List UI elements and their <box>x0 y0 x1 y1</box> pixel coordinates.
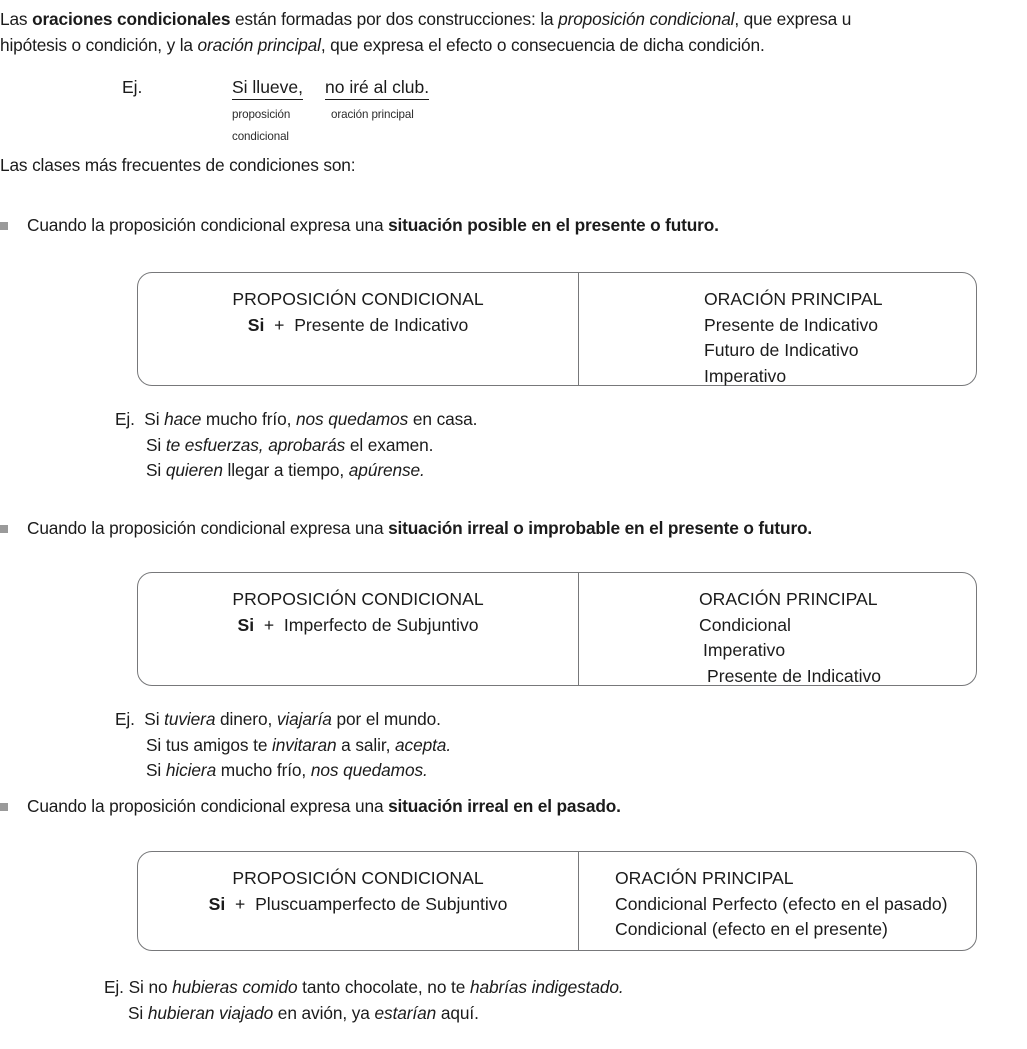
ex2l1i1: tuviera <box>164 709 216 729</box>
example-2-line-1 <box>115 707 451 733</box>
table-3-right-line-1: Condicional Perfecto (efecto en el pasado) <box>615 893 948 914</box>
table-2-plus-sign: + <box>263 614 275 635</box>
ex3l2i1: hubieran viajado <box>147 1002 274 1023</box>
main-example-captions <box>122 104 429 148</box>
ex3l1i1: hubieras comido <box>172 977 298 997</box>
table-1-right-heading: ORACIÓN PRINCIPAL <box>704 289 883 309</box>
ex1l1i1: hace <box>164 409 202 429</box>
table-2-left-column <box>138 573 579 685</box>
ex2l1a: Si <box>144 709 165 729</box>
ex1l2b: el examen. <box>345 434 434 455</box>
ex2l3a: Si <box>146 760 166 780</box>
intro-text-g: , que expresa el efecto o consecuencia de dicha condición. <box>320 35 765 55</box>
ex2l2i1: invitaran <box>272 734 337 755</box>
ex2l3b: mucho frío, <box>216 760 311 780</box>
table-2-right-column <box>579 573 976 685</box>
table-2-si-keyword: Si <box>237 614 255 635</box>
intro-term-oracion-principal: oración principal <box>197 35 321 55</box>
ex1l3a: Si <box>146 460 166 480</box>
example-1-ej-label: Ej. <box>115 409 135 429</box>
bullet-1-prefix: Cuando la proposición condicional expresa una <box>27 215 389 235</box>
ex2l1b: dinero, <box>215 709 277 729</box>
bullet-3-prefix: Cuando la proposición condicional expresa una <box>27 796 389 816</box>
table-3-right-column <box>579 852 976 950</box>
ex3l2i2: estarían <box>374 1002 437 1023</box>
intro-text-c: están formadas por dos construcciones: la <box>230 9 559 29</box>
condition-table-2 <box>137 572 977 686</box>
ex1l3i1: quieren <box>165 460 223 480</box>
caption-spacer <box>122 104 232 148</box>
bullet-item-2 <box>0 518 812 539</box>
table-2-left-heading: PROPOSICIÓN CONDICIONAL <box>232 589 484 609</box>
ex3l2c: aquí. <box>436 1002 479 1023</box>
table-3-left-formula <box>138 892 578 918</box>
square-bullet-icon <box>0 803 8 811</box>
table-1-left-tense: Presente de Indicativo <box>294 314 469 335</box>
table-3-right-heading: ORACIÓN PRINCIPAL <box>615 868 794 888</box>
example-3-line-1 <box>104 975 624 1001</box>
bullet-2-prefix: Cuando la proposición condicional expresa una <box>27 518 389 538</box>
intro-term-oraciones-condicionales: oraciones condicionales <box>32 9 231 29</box>
example-1-line-1 <box>115 407 477 433</box>
example-block-3 <box>104 975 624 1026</box>
table-2-right-line-1: Condicional <box>699 614 791 635</box>
example-1-line-2 <box>115 433 477 459</box>
caption-oracion-principal: oración principal <box>331 108 414 121</box>
main-example <box>122 76 429 148</box>
bullet-2-emphasis: situación irreal o improbable en el presente o futuro. <box>388 518 813 538</box>
bullet-2-text <box>27 518 812 539</box>
example-2-line-3 <box>115 758 451 784</box>
ex1l2a: Si <box>146 434 166 455</box>
bullet-1-emphasis: situación posible en el presente o futuro. <box>388 215 719 235</box>
table-1-si-keyword: Si <box>247 314 265 335</box>
bullet-item-3 <box>0 796 621 817</box>
table-1-left-formula <box>138 313 578 339</box>
square-bullet-icon <box>0 525 8 533</box>
main-example-main-clause: no iré al club. <box>325 76 429 100</box>
main-example-conditional-clause: Si llueve, <box>232 76 303 100</box>
condition-table-1 <box>137 272 977 386</box>
main-example-sentence <box>122 76 429 100</box>
table-3-right-line-2: Condicional (efecto en el presente) <box>615 919 888 939</box>
caption-proposicion-condicional: proposición condicional <box>232 108 291 143</box>
ex3l1b: tanto chocolate, no te <box>297 977 470 997</box>
ex3l1a: Si no <box>128 977 173 997</box>
ex1l1b: mucho frío, <box>201 409 296 429</box>
table-3-left-tense: Pluscuamperfecto de Subjuntivo <box>255 893 508 914</box>
ex3l2a: Si <box>128 1002 148 1023</box>
example-1-line-3 <box>115 458 477 484</box>
table-2-left-tense: Imperfecto de Subjuntivo <box>283 614 479 635</box>
square-bullet-icon <box>0 222 8 230</box>
ex2l1c: por el mundo. <box>331 709 441 729</box>
ex1l3i2: apúrense. <box>348 460 425 480</box>
example-2-ej-label: Ej. <box>115 709 135 729</box>
intro-text-e: , que expresa u <box>734 9 852 29</box>
ex1l3b: llegar a tiempo, <box>222 460 349 480</box>
main-example-ej-label: Ej. <box>122 77 143 97</box>
intro-line-2 <box>0 32 1027 58</box>
ex1l1i2: nos quedamos <box>295 409 409 429</box>
bullet-1-text <box>27 215 719 236</box>
table-3-left-column <box>138 852 579 950</box>
clases-intro-text: Las clases más frecuentes de condiciones son: <box>0 155 356 175</box>
ex1l2i1: te esfuerzas, aprobarás <box>165 434 346 455</box>
table-2-left-formula <box>138 613 578 639</box>
ex2l3i2: nos quedamos. <box>310 760 428 780</box>
table-3-si-keyword: Si <box>208 893 226 914</box>
intro-text-f: hipótesis o condición, y la <box>0 35 198 55</box>
intro-text-a: Las <box>0 9 33 29</box>
ex3l2b: en avión, ya <box>273 1002 375 1023</box>
ex2l1i2: viajaría <box>276 709 332 729</box>
bullet-3-emphasis: situación irreal en el pasado. <box>388 796 621 816</box>
ex1l1c: en casa. <box>408 409 478 429</box>
ex3l1i2: habrías indigestado. <box>469 977 624 997</box>
table-1-right-line-3: Imperativo <box>704 365 787 386</box>
table-2-right-heading: ORACIÓN PRINCIPAL <box>699 589 878 609</box>
ex2l2a: Si tus amigos te <box>146 734 273 755</box>
table-1-left-column <box>138 273 579 385</box>
ex1l1a: Si <box>144 409 165 429</box>
table-2-right-line-3: Presente de Indicativo <box>707 665 882 686</box>
ex2l2b: a salir, <box>336 734 396 755</box>
example-block-1 <box>115 407 477 484</box>
condition-table-3 <box>137 851 977 951</box>
table-3-left-heading: PROPOSICIÓN CONDICIONAL <box>232 868 484 888</box>
table-2-right-line-2: Imperativo <box>703 640 786 660</box>
ex2l3i1: hiciera <box>165 760 217 780</box>
example-block-2 <box>115 707 451 784</box>
bullet-item-1 <box>0 215 719 236</box>
example-3-line-2 <box>104 1001 624 1027</box>
bullet-3-text <box>27 796 621 817</box>
table-1-right-column <box>579 273 976 385</box>
intro-line-1 <box>0 6 1027 32</box>
example-2-line-2 <box>115 733 451 759</box>
ex2l2i2: acepta. <box>395 734 452 755</box>
intro-paragraph <box>0 6 1027 58</box>
table-1-right-line-2: Futuro de Indicativo <box>704 340 859 360</box>
table-1-right-line-1: Presente de Indicativo <box>704 314 879 335</box>
table-1-plus-sign: + <box>274 314 285 335</box>
intro-term-proposicion-condicional: proposición condicional <box>558 9 735 29</box>
example-3-ej-label: Ej. <box>104 977 124 997</box>
table-3-plus-sign: + <box>235 893 246 914</box>
table-1-left-heading: PROPOSICIÓN CONDICIONAL <box>232 289 484 309</box>
